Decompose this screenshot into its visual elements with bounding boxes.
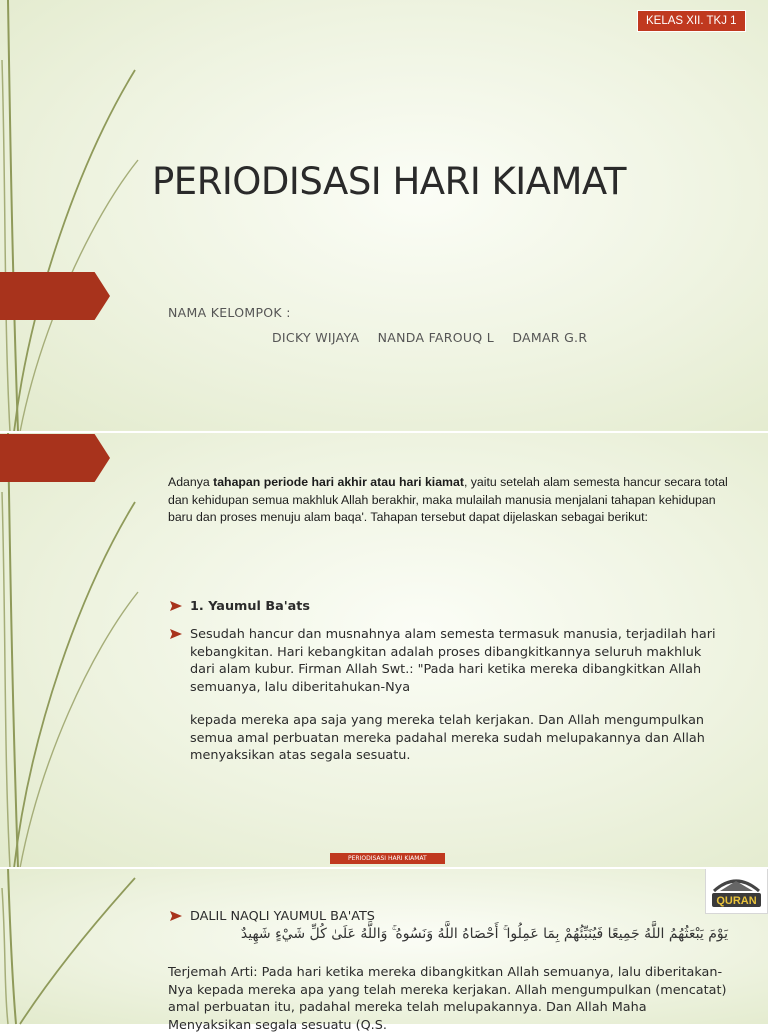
- paragraph-1: Sesudah hancur dan musnahnya alam semesta termasuk manusia, terjadilah hari kebangkitan. Hari kebangkitan adalah proses dibangkitkannya seluruh makhluk dari alam kubur. Firman Allah Swt.: "Pada hari ketika mereka dibangkitkan Allah semuanya, lalu diberitahukan-Nya: [190, 627, 716, 695]
- arrow-tab: [0, 272, 110, 320]
- intro-bold: tahapan periode hari akhir atau hari kiamat: [213, 475, 464, 489]
- intro-prefix: Adanya: [168, 475, 214, 489]
- bullet-paragraph: [170, 626, 720, 765]
- decorative-stems: [0, 0, 140, 432]
- quran-logo: [705, 868, 768, 914]
- bullet-heading: [170, 598, 310, 616]
- section-heading: DALIL NAQLI YAUMUL BA'ATS: [190, 909, 375, 924]
- arabic-verse: يَوْمَ يَبْعَثُهُمُ اللَّهُ جَمِيعًا فَيُنَبِّئُهُمْ بِمَا عَمِلُوا ۚ أَحْصَاهُ اللَّهُ وَنَسُوهُ ۚ وَاللَّهُ عَلَىٰ كُلِّ شَيْءٍ شَهِيدٌ: [240, 926, 728, 942]
- arrow-tab: [0, 434, 110, 482]
- decorative-stems: [0, 868, 140, 1024]
- bullet-arrow-icon: [170, 601, 182, 611]
- bullet-arrow-icon: [170, 911, 182, 921]
- member-name: DICKY WIJAYA: [272, 330, 360, 345]
- member-list: [272, 330, 601, 345]
- svg-text:QURAN: QURAN: [716, 895, 757, 907]
- paragraph-block: [190, 626, 720, 765]
- section-heading: 1. Yaumul Ba'ats: [190, 599, 311, 614]
- slide-title: [0, 0, 768, 432]
- member-name: DAMAR G.R: [512, 330, 588, 345]
- intro-rest: , yaitu setelah alam semesta hancur secara total dan kehidupan semua makhluk Allah berakhir, maka mulailah manusia menjalani tahapan kehidupan baru dan proses menuju alam baqa'. Tahapan tersebut dapat dijelaskan sebagai berikut:: [168, 475, 728, 524]
- decorative-stems: [0, 432, 140, 868]
- translation-paragraph: Terjemah Arti: Pada hari ketika mereka dibangkitkan Allah semuanya, lalu diberitakan-Nya kepada mereka apa yang telah mereka kerjakan. Allah mengumpulkan (mencatat) amal perbuatan itu, padahal mereka telah melupakannya. Dan Allah Maha Menyaksikan segala sesuatu (Q.S.: [168, 965, 727, 1033]
- bullet-heading: [170, 908, 375, 926]
- slide-divider: [0, 431, 768, 433]
- slide-title-text: PERIODISASI HARI KIAMAT: [152, 160, 626, 203]
- class-badge: KELAS XII. TKJ 1: [637, 10, 746, 32]
- slide-divider: [0, 867, 768, 869]
- intro-paragraph: [168, 474, 728, 527]
- paragraph-2: kepada mereka apa saja yang mereka telah kerjakan. Dan Allah mengumpulkan semua amal perbuatan mereka padahal mereka sudah melupakannya dan Allah menyaksikan atas segala sesuatu.: [190, 713, 705, 763]
- slide-dalil-naqli: [0, 868, 768, 1033]
- member-name: NANDA FAROUQ L: [377, 330, 495, 345]
- group-label: NAMA KELOMPOK :: [168, 305, 291, 320]
- slide-yaumul-baats: [0, 432, 768, 868]
- footer-label: PERIODISASI HARI KIAMAT: [330, 853, 445, 864]
- bullet-arrow-icon: [170, 629, 182, 639]
